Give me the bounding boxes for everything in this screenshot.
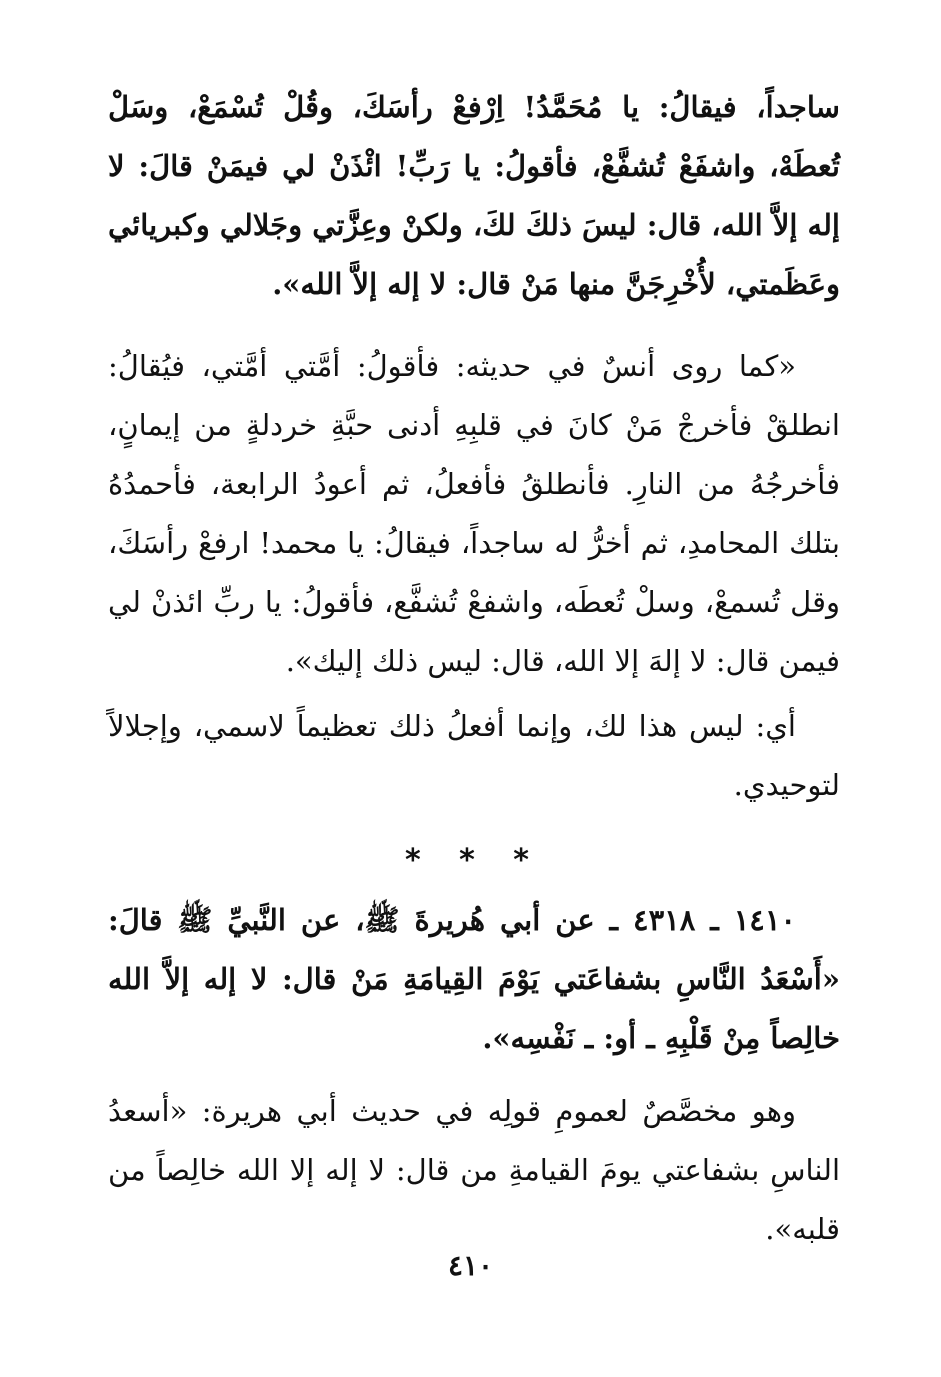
page-number: ٤١٠ xyxy=(447,1249,494,1282)
page-body xyxy=(108,78,840,1259)
commentary-paragraph: وهو مخصَّصٌ لعمومِ قولِه في حديث أبي هريرة: «أسعدُ الناسِ بشفاعتي يومَ القيامةِ من قال: لا إله إلا الله خالِصاً من قلبه». xyxy=(108,1094,840,1246)
hadith-intro: ١٤١٠ ـ ٤٣١٨ ـ عن أبي هُريرةَ ﷺ، عن النَّبيِّ ﷺ قالَ: xyxy=(108,903,796,937)
anas-narration-paragraph: «كما روى أنسٌ في حديثه: فأقولُ: أمَّتي أمَّتي، فيُقالُ: انطلقْ فأخرجْ مَنْ كانَ في قلبِهِ أدنى حبَّةِ خردلةٍ من إيمانٍ، فأخرجُهُ من النارِ. فأنطلقُ فأفعلُ، ثم أعودُ الرابعة، فأحمدُهُ بتلك المحامدِ، ثم أخرُّ له ساجداً، فيقالُ: يا محمد! ارفعْ رأسَكَ، وقل تُسمعْ، وسلْ تُعطَه، واشفعْ تُشفَّع، فأقولُ: يا ربِّ ائذنْ لي فيمن قال: لا إلهَ إلا الله، قال: ليس ذلك إليك». xyxy=(108,349,840,678)
hadith-continuation-paragraph: ساجداً، فيقالُ: يا مُحَمَّدُ! اِرْفعْ رأسَكَ، وقُلْ تُسْمَعْ، وسَلْ تُعطَهْ، واشفَعْ تُشفَّعْ، فأقولُ: يا رَبِّ! ائْذَنْ لي فيمَنْ قالَ: لا إله إلاَّ الله، قال: ليسَ ذلكَ لكَ، ولكنْ وعِزَّتي وجَلالي وكبريائي وعَظَمتي، لأُخْرِجَنَّ منها مَنْ قال: لا إله إلاَّ الله». xyxy=(108,90,840,301)
hadith-heading xyxy=(108,891,840,1068)
section-separator: * * * xyxy=(405,843,543,878)
hadith-text: «أَسْعَدُ النَّاسِ بشفاعَتي يَوْمَ القِيامَةِ مَنْ قال: لا إله إلاَّ الله خالِصاً مِنْ قَلْبِهِ ـ أو: ـ نَفْسِه». xyxy=(108,962,840,1055)
explanation-paragraph: أي: ليس هذا لك، وإنما أفعلُ ذلك تعظيماً لاسمي، وإجلالاً لتوحيدي. xyxy=(108,709,840,802)
